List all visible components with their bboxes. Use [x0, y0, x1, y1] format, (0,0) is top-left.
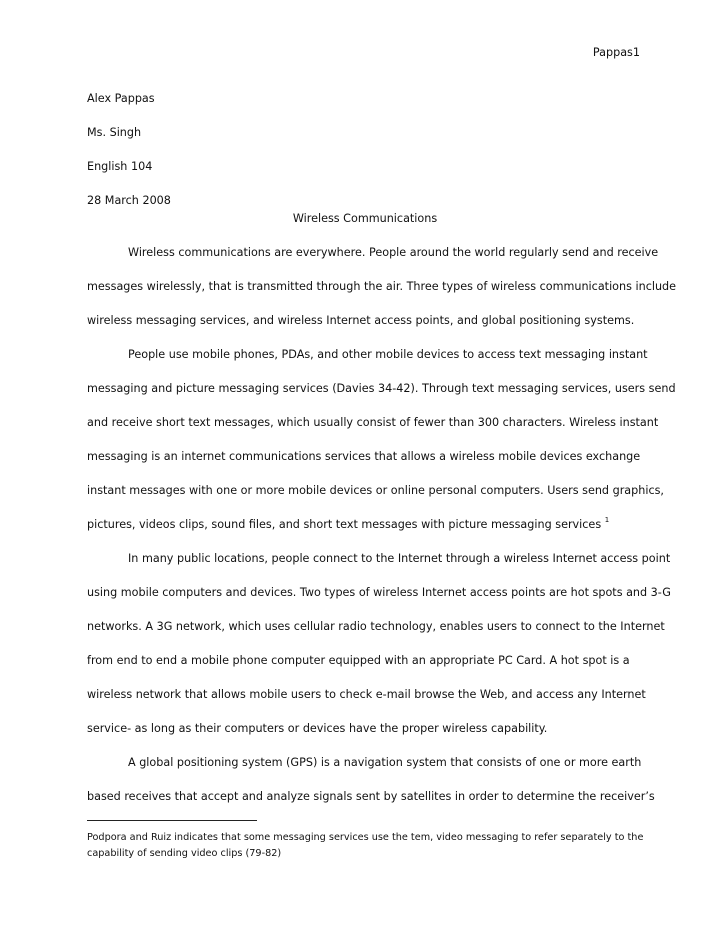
text-line: People use mobile phones, PDAs, and other mobile devices to access text messaging instant: [128, 348, 648, 361]
body-text: [87, 245, 677, 823]
text-line: wireless messaging services, and wireless Internet access points, and global positioning systems.: [87, 314, 635, 327]
text-line: and receive short text messages, which usually consist of fewer than 300 characters. Wireless instant: [87, 416, 659, 429]
text-line: In many public locations, people connect to the Internet through a wireless Internet access point: [128, 552, 671, 565]
text-line: A global positioning system (GPS) is a navigation system that consists of one or more earth: [128, 756, 642, 769]
text-line-with-footnote: [87, 517, 655, 533]
paragraph-2: [87, 347, 676, 533]
footnote-line: capability of sending video clips (79-82): [87, 848, 282, 859]
course-name: English 104: [87, 160, 153, 173]
text-line: networks. A 3G network, which uses cellular radio technology, enables users to connect to the Internet: [87, 620, 665, 633]
paragraph-3: [87, 551, 671, 737]
text-line: messaging is an internet communications services that allows a wireless mobile devices exchange: [87, 450, 641, 463]
footnote: [87, 830, 667, 862]
text-line: instant messages with one or more mobile devices or online personal computers. Users send graphics,: [87, 484, 664, 497]
paragraph-1: [87, 245, 677, 329]
text-line: messages wirelessly, that is transmitted through the air. Three types of wireless communications include: [87, 280, 677, 293]
running-header: Pappas1: [592, 46, 640, 59]
student-name: Alex Pappas: [87, 92, 155, 105]
paragraph-4: [87, 755, 655, 805]
paper-title: Wireless Communications: [292, 212, 438, 225]
text-line: from end to end a mobile phone computer equipped with an appropriate PC Card. A hot spot is a: [87, 654, 630, 667]
text-line: messaging and picture messaging services (Davies 34-42). Through text messaging services, users send: [87, 382, 676, 395]
text-line: based receives that accept and analyze signals sent by satellites in order to determine the receiver’s: [87, 790, 655, 803]
text-line-content: pictures, videos clips, sound files, and short text messages with picture messaging services: [87, 518, 602, 531]
text-line: service- as long as their computers or devices have the proper wireless capability.: [87, 722, 548, 735]
mla-heading: [87, 91, 647, 227]
instructor-name: Ms. Singh: [87, 126, 142, 139]
text-line: using mobile computers and devices. Two types of wireless Internet access points are hot spots and 3-G: [87, 586, 671, 599]
footnote-marker[interactable]: 1: [604, 516, 610, 524]
text-line: wireless network that allows mobile users to check e-mail browse the Web, and access any Internet: [87, 688, 646, 701]
text-line: Wireless communications are everywhere. People around the world regularly send and receive: [128, 246, 659, 259]
footnote-separator: [87, 820, 257, 821]
paper-date: 28 March 2008: [87, 194, 171, 207]
footnote-line: Podpora and Ruiz indicates that some messaging services use the tem, video messaging to refer separately to the: [87, 832, 644, 843]
